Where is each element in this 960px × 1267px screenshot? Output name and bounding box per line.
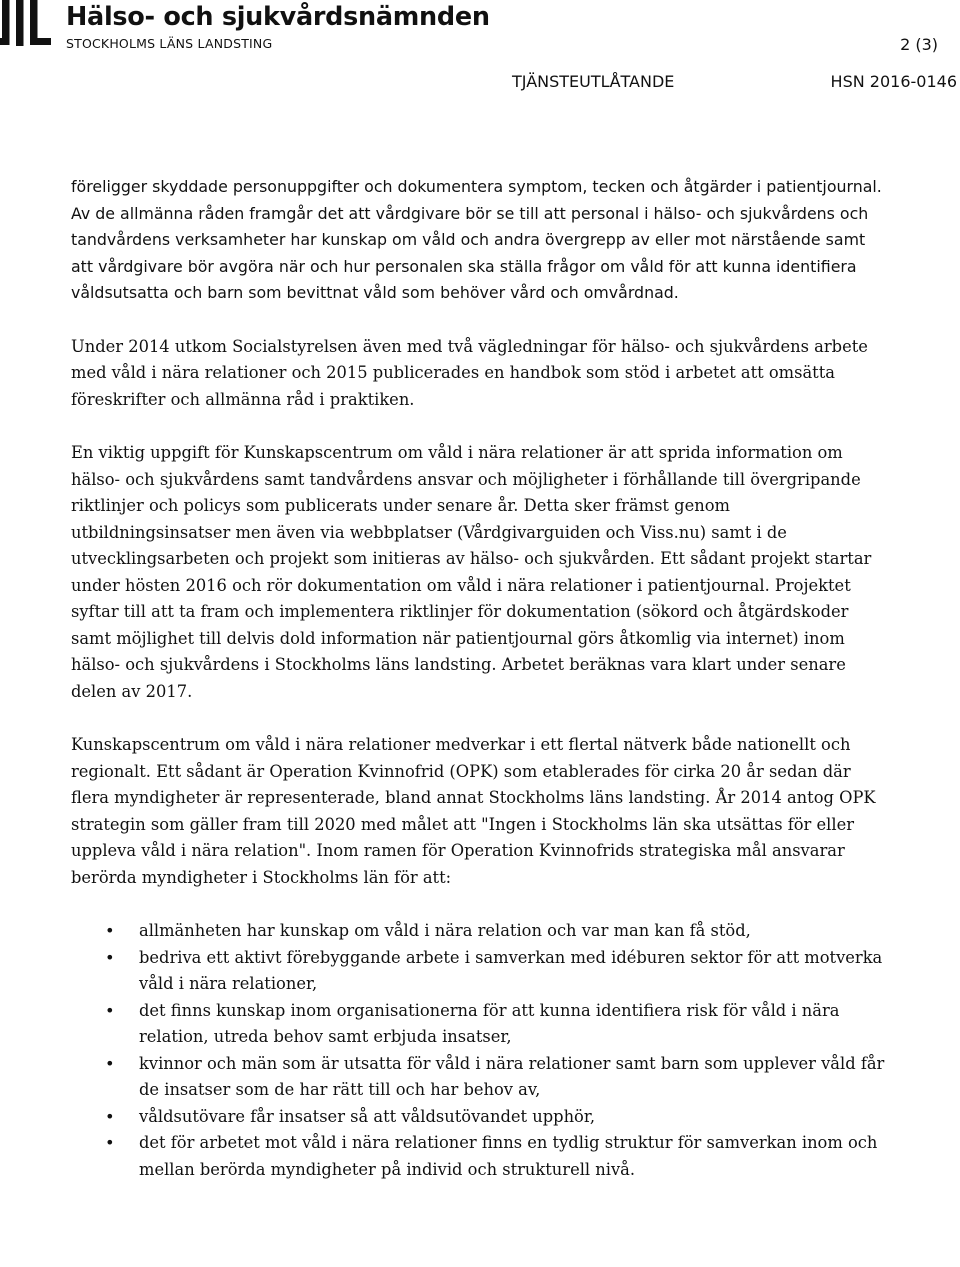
paragraph: Kunskapscentrum om våld i nära relationer medverkar i ett flertal nätverk både nationellt och regionalt. Ett sådant är Operation Kvinnofrid (OPK) som etablerades för cirka 20 år sedan där flera myndigheter är representerade, bland annat Stockholms läns landsting. År 2014 antog OPK strategin som gäller fram till 2020 med målet att "Ingen i Stockholms län ska utsättas för eller uppleva våld i nära relation". Inom ramen för Operation Kvinnofrids strategiska mål ansvarar berörda myndigheter i Stockholms län för att: (71, 735, 876, 887)
document-type: TJÄNSTEUTLÅTANDE (512, 72, 675, 91)
paragraph: föreligger skyddade personuppgifter och dokumentera symptom, tecken och åtgärder i patientjournal. Av de allmänna råden framgår det att vårdgivare bör se till att personal i hälso- och sjukvårdens och tandvårdens verksamheter har kunskap om våld och andra övergrepp av eller mot närstående samt att vårdgivare bör avgöra när och hur personalen ska ställa frågor om våld för att kunna identifiera våldsutsatta och barn som bevittnat våld som behöver vård och omvårdnad. (71, 177, 882, 302)
bullet-icon: • (105, 1133, 115, 1152)
document-header (0, 0, 960, 110)
organization-name: Hälso- och sjukvårdsnämnden (66, 2, 490, 32)
bullet-icon: • (105, 1106, 115, 1126)
list-item-text: bedriva ett aktivt förebyggande arbete i samverkan med idéburen sektor för att motverka våld i nära relationer, (139, 947, 883, 993)
list-item-text: kvinnor och män som är utsatta för våld i nära relationer samt barn som upplever våld får de insatser som de har rätt till och har behov av, (139, 1053, 885, 1099)
paragraph: En viktig uppgift för Kunskapscentrum om våld i nära relationer är att sprida information om hälso- och sjukvårdens samt tandvårdens ansvar och möjligheter i förhållande till övergripande riktlinjer och policys som publicerats under senare år. Detta sker främst genom utbildningsinsatser men även via webbplatser (Vårdgivarguiden och Viss.nu) samt i de utvecklingsarbeten och projekt som initieras av hälso- och sjukvården. Ett sådant projekt startar under hösten 2016 och rör dokumentation om våld i nära relationer i patientjournal. Projektet syftar till att ta fram och implementera riktlinjer för dokumentation (sökord och åtgärdskoder samt möjlighet till delvis dold information när patientjournal görs åtkomlig via internet) inom hälso- och sjukvårdens i Stockholms läns landsting. Arbetet beräknas vara klart under senare delen av 2017. (71, 443, 872, 701)
list-item (71, 1104, 886, 1131)
list-item (71, 918, 886, 945)
list-item-text: våldsutövare får insatser så att våldsutövandet upphör, (139, 1106, 596, 1126)
bullet-icon: • (105, 1000, 115, 1020)
sll-logo-icon (0, 0, 52, 50)
bullet-list (71, 918, 886, 1183)
list-item (71, 1051, 886, 1104)
bullet-icon: • (105, 947, 115, 967)
list-item (71, 1130, 886, 1183)
bullet-icon: • (105, 1053, 115, 1073)
list-item-text: det för arbetet mot våld i nära relationer finns en tydlig struktur för samverkan inom och mellan berörda myndigheter på individ och strukturell nivå. (139, 1133, 878, 1179)
list-item (71, 998, 886, 1051)
list-item-text: det finns kunskap inom organisationerna för att kunna identifiera risk för våld i nära relation, utreda behov samt erbjuda insatser, (139, 1000, 840, 1046)
page-number: 2 (3) (900, 35, 938, 54)
bullet-icon: • (105, 921, 115, 940)
document-body (71, 174, 886, 1183)
list-item (71, 945, 886, 998)
list-item-text: allmänheten har kunskap om våld i nära relation och var man kan få stöd, (139, 921, 751, 940)
document-reference: HSN 2016-0146 (830, 72, 957, 91)
paragraph: Under 2014 utkom Socialstyrelsen även med två vägledningar för hälso- och sjukvårdens arbete med våld i nära relationer och 2015 publicerades en handbok som stöd i arbetet att omsätta föreskrifter och allmänna råd i praktiken. (71, 336, 868, 409)
organization-subtitle: STOCKHOLMS LÄNS LANDSTING (66, 36, 273, 51)
